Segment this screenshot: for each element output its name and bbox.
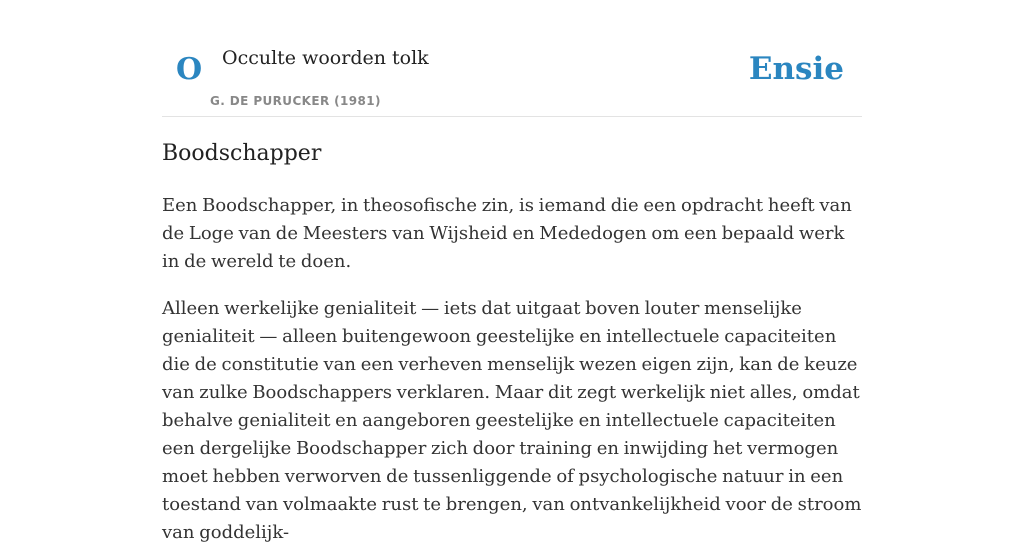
entry-paragraph: Alleen werkelijke genialiteit — iets dat uitgaat boven louter menselijke genialiteit — alleen buitengewoon geestelijke en intellectuele capaciteiten die de constitutie van een verheven menselijk wezen eigen zijn, kan de keuze van zulke Boodschappers verklaren. Maar dit zegt werkelijk niet alles, omdat behalve genialiteit en aangeboren geestelijke en intellectuele capaciteiten een dergelijke Boodschapper zich door training en inwijding het vermogen moet hebben verworven de tussenliggende of psychologische natuur in een toestand van volmaakte rust te brengen, van ontvankelijkheid voor de stroom van goddelijk- (162, 298, 862, 543)
book-letter-badge[interactable]: O (176, 52, 203, 87)
entry-paragraph: Een Boodschapper, in theosofische zin, is iemand die een opdracht heeft van de Loge van de Meesters van Wijsheid en Mededogen om een bepaald werk in de wereld te doen. (162, 195, 852, 272)
header (162, 0, 862, 117)
entry-content (162, 138, 862, 547)
ensie-logo-link[interactable]: Ensie (748, 51, 844, 87)
book-title-link[interactable]: Occulte woorden tolk (222, 47, 429, 69)
entry-title: Boodschapper (162, 141, 322, 166)
book-author: G. DE PURUCKER (1981) (210, 94, 381, 108)
